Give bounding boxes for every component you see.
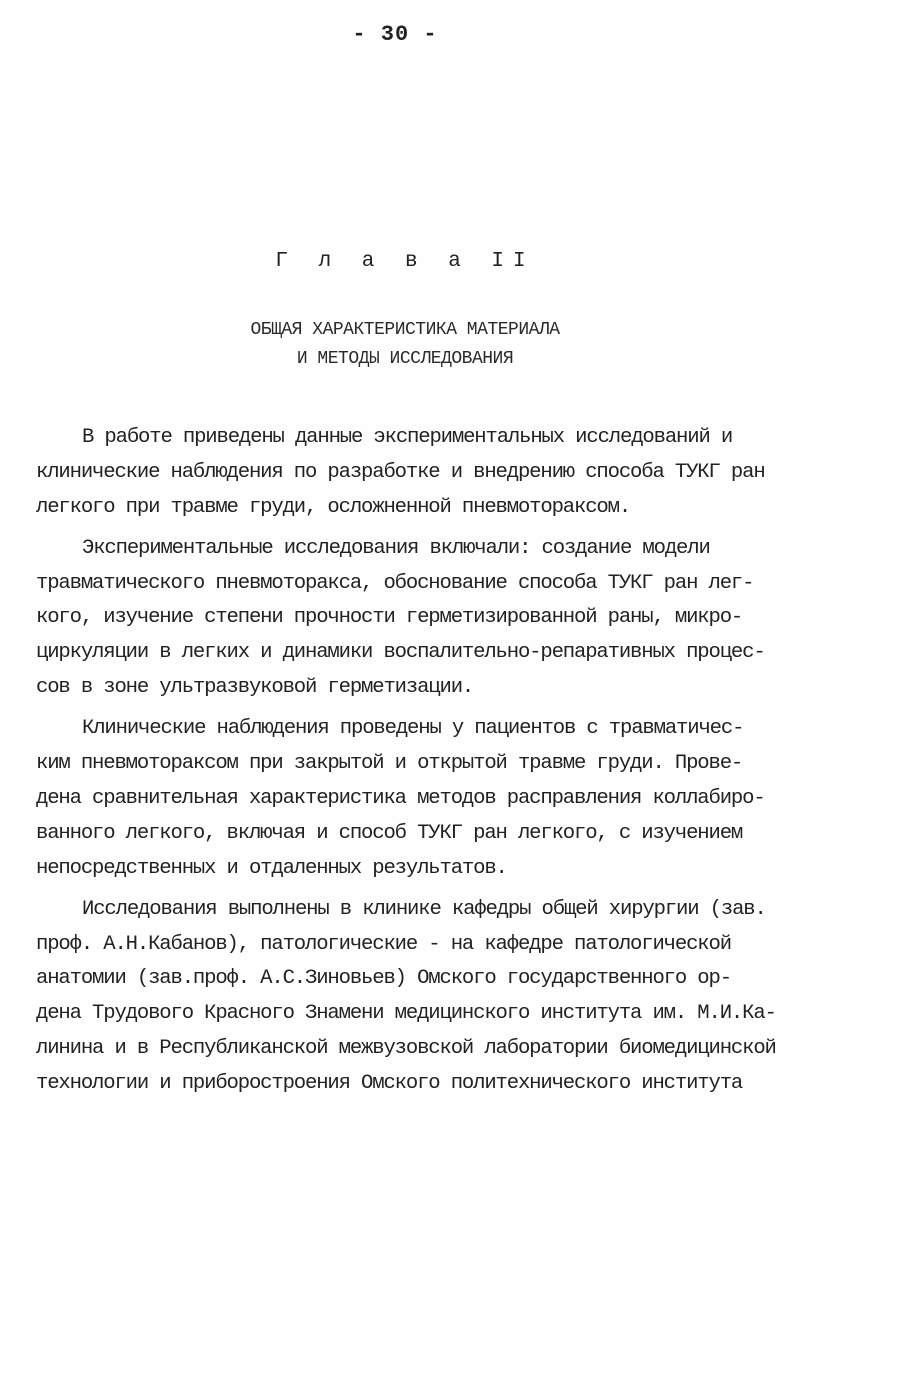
text-line: клинические наблюдения по разработке и внедрению способа ТУКГ ран [36, 460, 765, 484]
text-line: легкого при травме груди, осложненной пневмотораксом. [36, 495, 631, 519]
text-line: В работе приведены данные экспериментальных исследований и [82, 426, 733, 449]
page-number: - 30 - [352, 22, 438, 47]
text-line: Экспериментальные исследования включали: создание модели [82, 536, 710, 560]
chapter-title [0, 316, 810, 374]
text-line: Клинические наблюдения проведены у пациентов с травматичес- [82, 717, 744, 741]
text-line: сов в зоне ультразвуковой герметизации. [36, 676, 474, 700]
chapter-heading: Г л а в а II [275, 250, 535, 273]
paragraph [36, 421, 882, 525]
text-line: проф. А.Н.Кабанов), патологические - на кафедре патологической [36, 932, 731, 956]
text-line: дена сравнительная характеристика методов расправления коллабиро- [36, 786, 765, 810]
text-line: травматического пневмоторакса, обоснование способа ТУКГ ран лег- [36, 571, 754, 595]
chapter-title-line: ОБЩАЯ ХАРАКТЕРИСТИКА МАТЕРИАЛА [250, 320, 560, 340]
text-line: дена Трудового Красного Знамени медицинского института им. М.И.Ка- [36, 1002, 776, 1026]
text-line: анатомии (зав.проф. А.С.Зиновьев) Омского государственного ор- [36, 967, 731, 991]
paragraph [36, 893, 882, 1102]
text-line: ванного легкого, включая и способ ТУКГ ран легкого, с изучением [36, 821, 743, 845]
body-text [36, 421, 882, 1108]
text-line: линина и в Республиканской межвузовской лаборатории биомедицинской [36, 1037, 776, 1061]
paragraph [36, 532, 882, 706]
text-line: Исследования выполнены в клинике кафедры общей хирургии (зав. [82, 897, 766, 921]
text-line: непосредственных и отдаленных результатов. [36, 856, 507, 880]
text-line: кого, изучение степени прочности герметизированной раны, микро- [36, 606, 743, 630]
text-line: циркуляции в легких и динамики воспалительно-репаративных процес- [36, 641, 765, 665]
text-line: ким пневмотораксом при закрытой и открытой травме груди. Прове- [36, 752, 743, 776]
chapter-title-line: И МЕТОДЫ ИССЛЕДОВАНИЯ [296, 349, 514, 369]
paragraph [36, 712, 882, 886]
text-line: технологии и приборостроения Омского политехнического института [36, 1071, 743, 1095]
